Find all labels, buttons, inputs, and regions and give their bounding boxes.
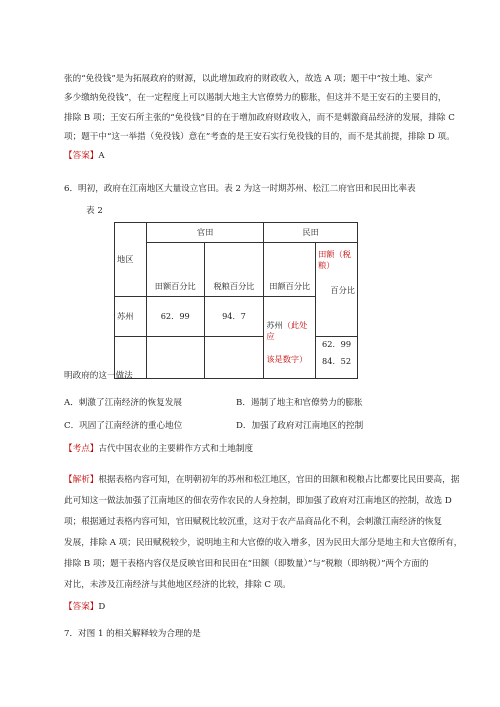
kaodian-label: 【考点】 — [64, 444, 99, 454]
note-text-b: 该是数字） — [266, 353, 308, 364]
analysis-line: 对比，未涉及江南经济与其他地区经济的比较，排除 C 项。 — [64, 580, 291, 590]
header-col4-bottom: 百分比 — [330, 285, 355, 295]
question-6-stem: 6．明初，政府在江南地区大量设立官田。表 2 为这一时期苏州、松江二府官田和民田比率表 — [64, 184, 416, 194]
analysis-line: 项；根据通过表格内容可知，官田赋税比较沉重，这对于农产品商品化不利，会刺激江南经济的恢复 — [64, 517, 443, 527]
analysis-text: 根据表格内容可知，在明朝初年的苏州和松江地区，官田的田额和税粮占比都要比民田要高，据 — [98, 475, 460, 485]
cell-note — [264, 296, 316, 378]
answer-label: 【答案】 — [64, 151, 99, 161]
header-col2: 税粮百分比 — [204, 243, 264, 297]
question-7-stem: 7．对图 1 的相关解释较为合理的是 — [64, 629, 201, 639]
header-col4-top: 田额（税粮） — [318, 249, 351, 270]
header-col4 — [316, 243, 358, 297]
note-region: 苏州 — [266, 319, 283, 330]
cell-value: 62．99 — [146, 296, 204, 336]
header-guantian: 官田 — [146, 223, 263, 243]
cell-empty — [316, 296, 358, 336]
analysis-line — [64, 474, 459, 486]
cell-value: 84．52 — [322, 355, 352, 366]
kaodian-text: 古代中国农业的主要耕作方式和土地制度 — [98, 444, 254, 454]
option-c: C．巩固了江南经济的重心地位 — [64, 421, 183, 431]
kaodian-line — [64, 443, 253, 455]
answer-value: A — [98, 151, 105, 161]
answer-line-2 — [64, 601, 105, 613]
paragraph-line: 多少缴纳免役钱”，在一定程度上可以遏制大地主大官僚势力的膨胀，但这并不是王安石的主要目的， — [64, 93, 447, 103]
answer-value: D — [98, 602, 106, 612]
answer-line-1 — [64, 150, 105, 162]
paragraph-line: 排除 B 项；王安石所主张的“免役钱”目的在于增加政府财政收入，而不是刺激商品经济的发展，排除 C — [64, 113, 455, 123]
cell-empty — [146, 336, 204, 378]
header-region: 地区 — [115, 223, 147, 297]
option-b: B．遏制了地主和官僚势力的膨胀 — [236, 398, 363, 408]
question-prompt: 明政府的这一做法 — [64, 371, 133, 381]
analysis-line: 排除 B 项；题干表格内容仅是反映官田和民田在“田额（即数量）”与“税粮（即纳税）”两个方面的 — [64, 559, 429, 569]
note-text-a: （此处应 — [266, 319, 308, 341]
cell-value: 94．7 — [204, 296, 264, 336]
option-d: D．加强了政府对江南地区的控制 — [236, 421, 364, 431]
option-a: A．刺激了江南经济的恢复发展 — [64, 398, 182, 408]
analysis-line: 发展，排除 A 项；民田赋税较少，说明地主和大官僚的收入增多，因为民田大部分是地主和大官僚所有， — [64, 538, 463, 548]
row-region: 苏州 — [115, 296, 147, 336]
header-col1: 田额百分比 — [146, 243, 204, 297]
header-mintian: 民田 — [264, 223, 358, 243]
paragraph-line: 项；题干中“这一举措（免役钱）意在”考查的是王安石实行免役钱的目的，而不是其前提，排除 D 项。 — [64, 132, 455, 142]
table-title: 表 2 — [86, 206, 103, 216]
cell-empty — [204, 336, 264, 378]
analysis-line: 此可知这一做法加强了江南地区的佃农劳作农民的人身控制，即加强了政府对江南地区的控制，故选 D — [64, 496, 452, 506]
ratio-table — [114, 222, 358, 379]
answer-label: 【答案】 — [64, 602, 99, 612]
analysis-label: 【解析】 — [64, 475, 99, 485]
cell-extra-values — [316, 336, 358, 378]
cell-value: 62．99 — [322, 338, 352, 349]
paragraph-line: 张的“免役钱”是为拓展政府的财源，以此增加政府的财政收入，故选 A 项；题干中“按土地、家产 — [64, 74, 433, 84]
header-col3: 田额百分比 — [264, 243, 316, 297]
